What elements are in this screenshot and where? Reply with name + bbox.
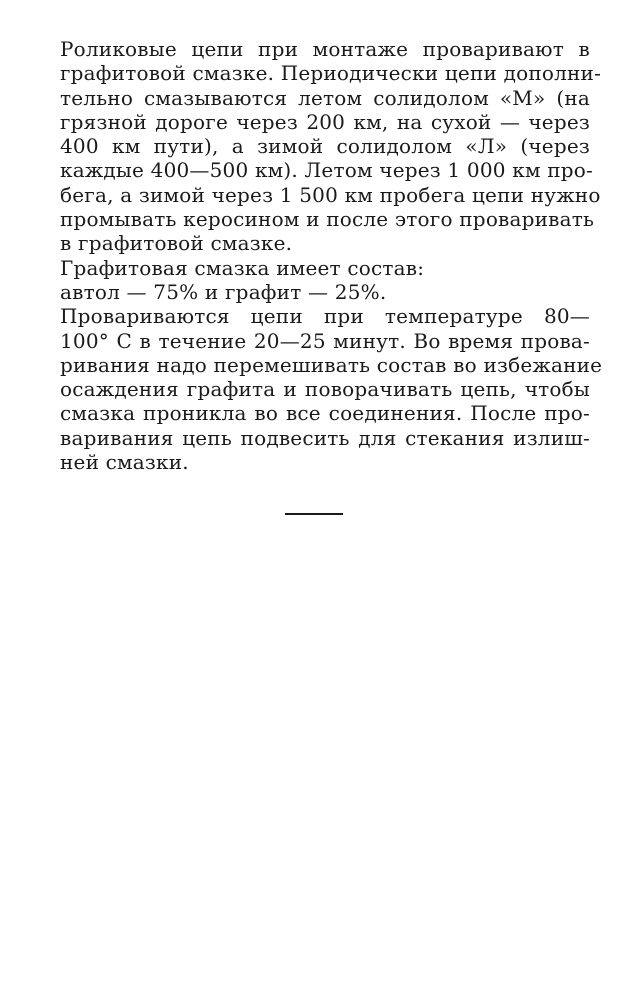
text-line: осаждения графита и поворачивать цепь, чтобы — [60, 377, 590, 402]
text-line: Графитовая смазка имеет состав: — [60, 255, 425, 280]
text-line: 400 км пути), а зимой солидолом «Л» (через — [60, 134, 590, 159]
text-line: автол — 75% и графит — 25%. — [60, 279, 387, 304]
text-line: тельно смазываются летом солидолом «М» (на — [60, 85, 590, 110]
text-line: ривания надо перемешивать состав во избежание — [60, 352, 603, 377]
text-line: Роликовые цепи при монтаже проваривают в — [60, 37, 590, 61]
text-line: 100° С в течение 20—25 минут. Во время прова- — [60, 328, 590, 353]
section-divider — [285, 513, 343, 515]
text-line: в графитовой смазке. — [60, 231, 293, 256]
text-line: смазка проникла во все соединения. После про- — [60, 401, 590, 426]
text-line: графитовой смазке. Периодически цепи дополни- — [60, 61, 602, 86]
text-line: ней смазки. — [60, 450, 189, 475]
text-line: Провариваются цепи при температуре 80— — [60, 304, 590, 329]
text-line: варивания цепь подвесить для стекания излиш- — [60, 425, 590, 450]
text-line: каждые 400—500 км). Летом через 1 000 км про- — [60, 158, 593, 183]
text-line: грязной дороге через 200 км, на сухой — через — [60, 109, 590, 134]
text-line: бега, а зимой через 1 500 км пробега цепи нужно — [60, 182, 601, 207]
text-line: промывать керосином и после этого проваривать — [60, 207, 595, 232]
body-text — [60, 37, 603, 475]
